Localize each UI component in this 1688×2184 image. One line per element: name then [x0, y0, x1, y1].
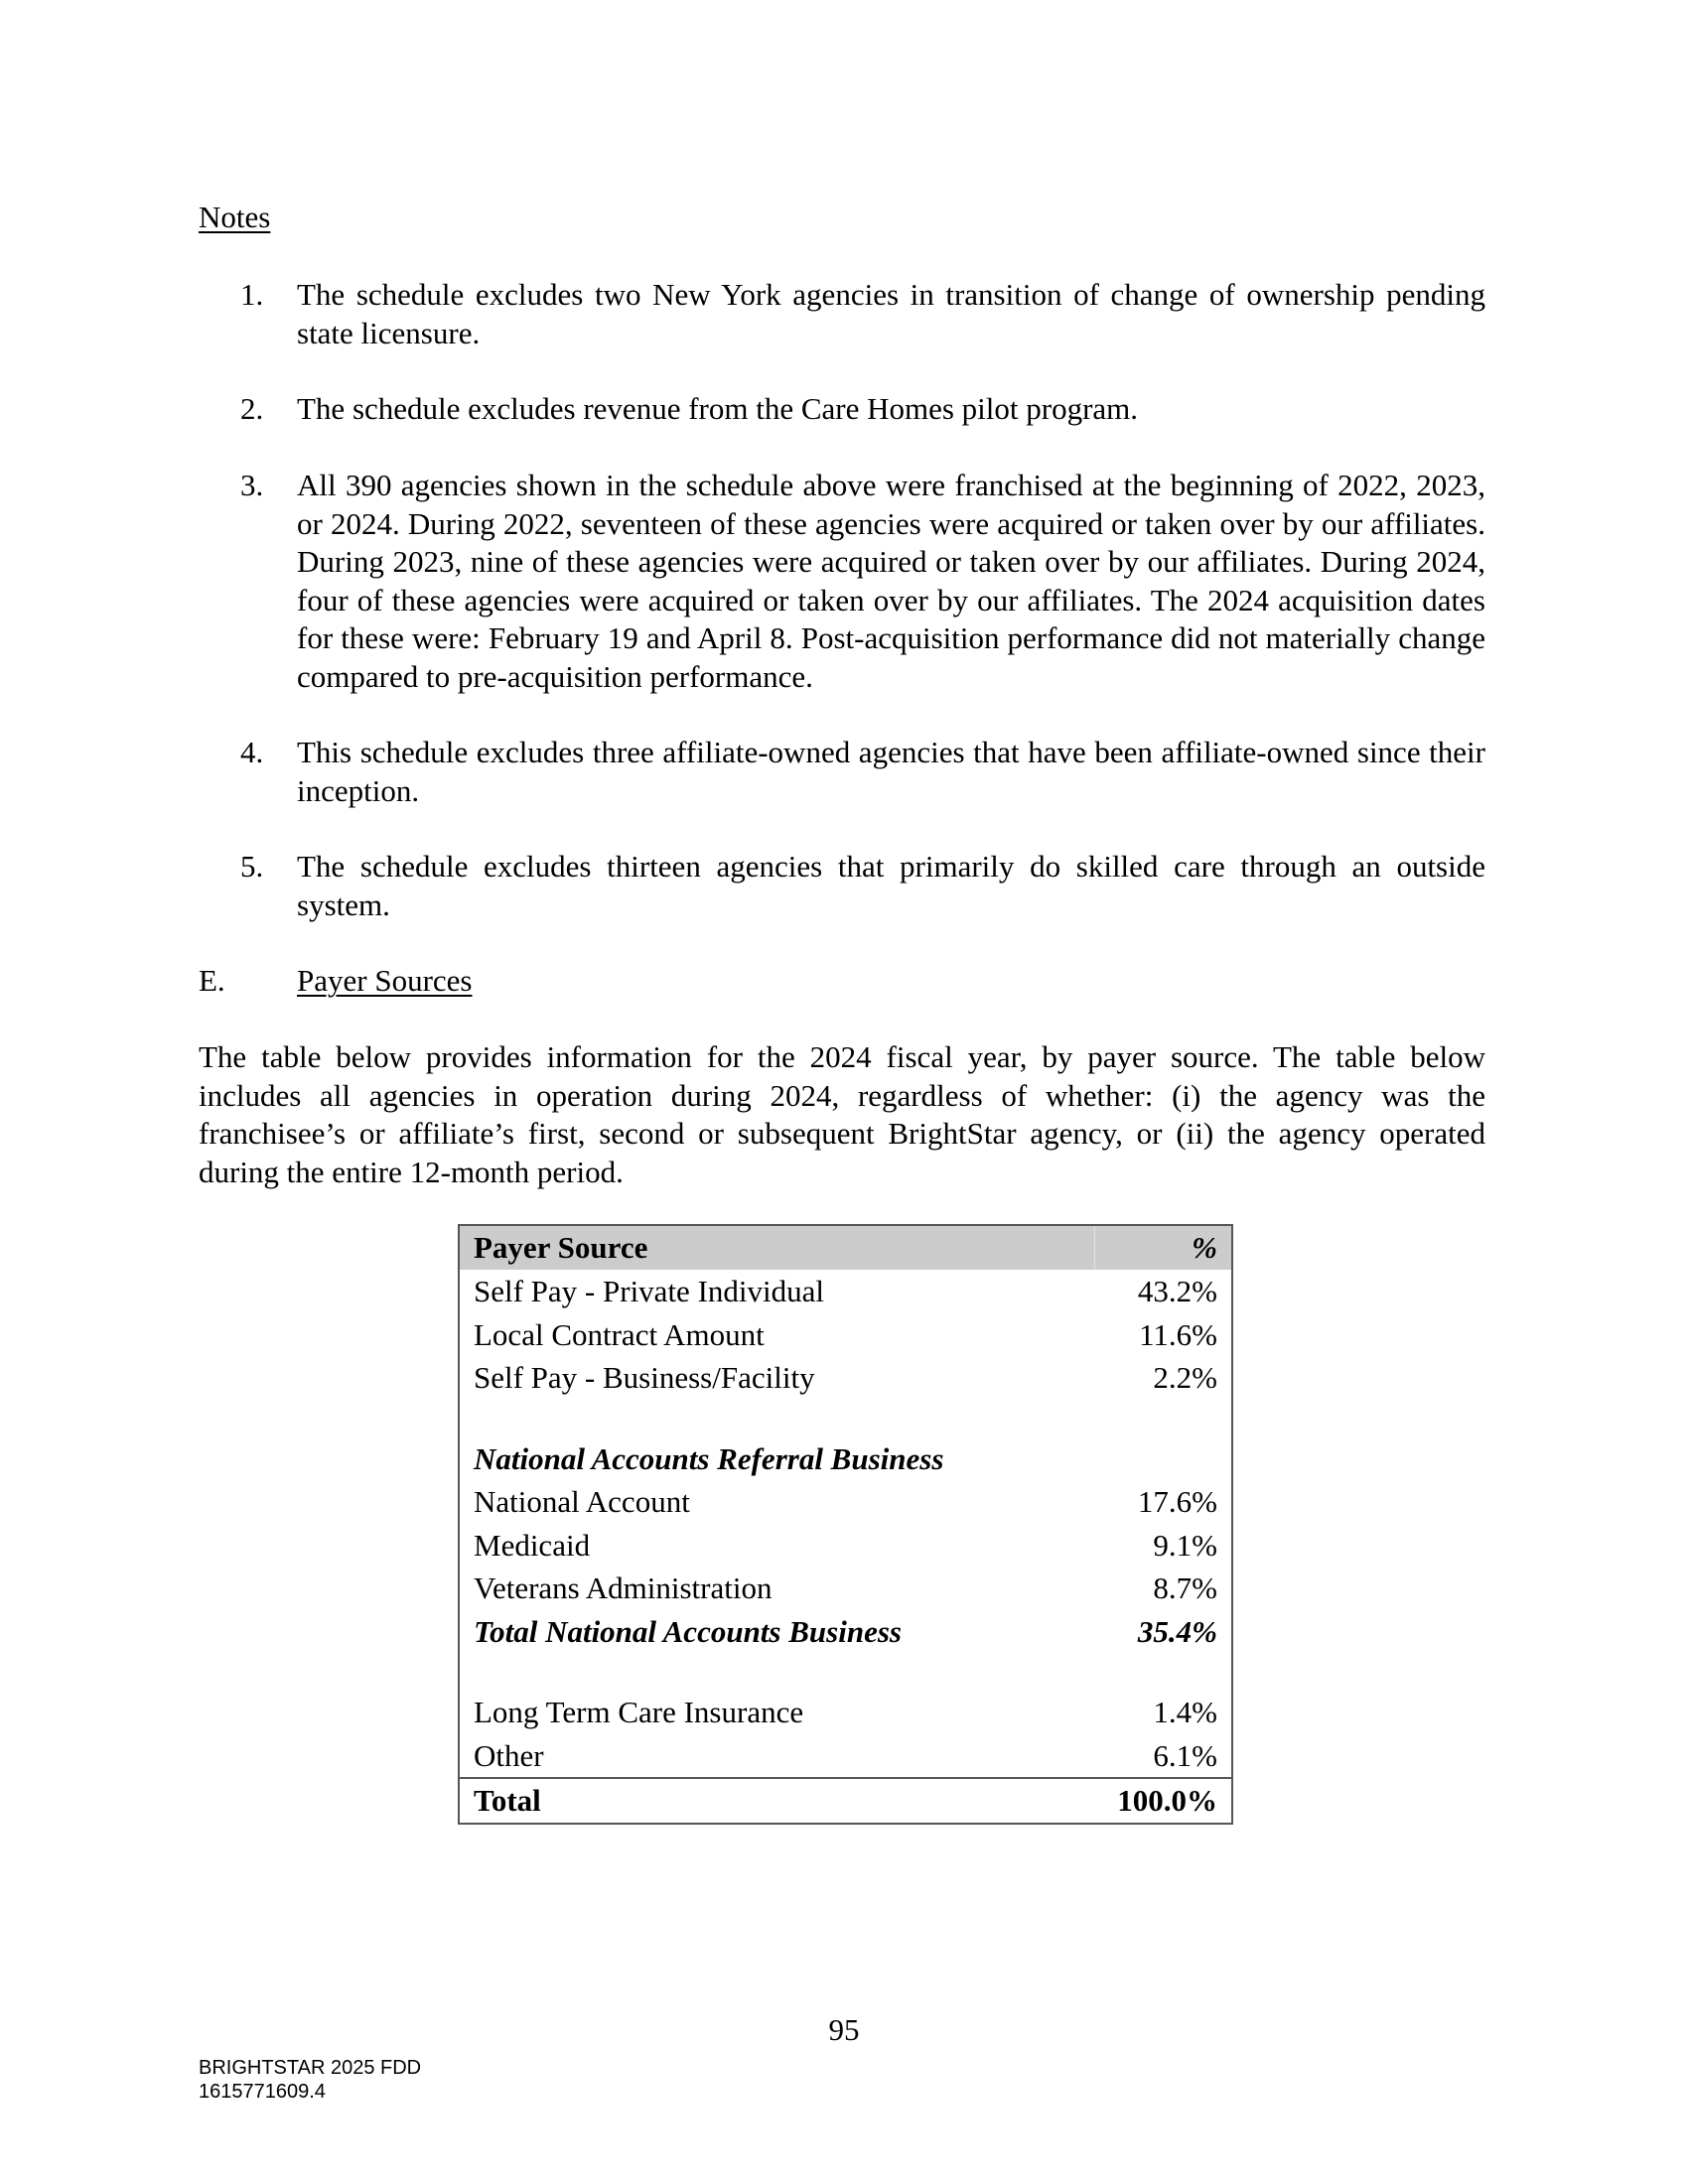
notes-heading: Notes [199, 200, 271, 234]
spacer-row [459, 1400, 1232, 1437]
row-label: National Account [474, 1484, 690, 1519]
table-header-row [459, 1225, 1232, 1270]
subsection-header-row [459, 1437, 1232, 1481]
row-label: Other [474, 1737, 544, 1773]
row-label: Self Pay - Private Individual [474, 1274, 824, 1308]
row-label: Long Term Care Insurance [474, 1695, 804, 1729]
row-label: Veterans Administration [474, 1570, 773, 1605]
note-text: All 390 agencies shown in the schedule above were franchised at the beginning of 2022, 2023, or 2024. During 2022, seventeen of these agencies were acquired or taken over by our affiliates. During 2023, nine of these agencies were acquired or taken over by our affiliates. During 2024, four of these agencies were acquired or taken over by our affiliates. The 2024 acquisition dates for these were: February 19 and April 8. Post-acquisition performance did not materially change compared to pre-acquisition performance. [297, 468, 1485, 694]
row-value: 17.6% [1137, 1484, 1217, 1519]
table-row [459, 1567, 1232, 1610]
row-value [1094, 1400, 1232, 1437]
table-row [459, 1691, 1232, 1734]
row-label: Medicaid [474, 1527, 591, 1563]
section-letter: E. [199, 963, 225, 998]
total-value: 100.0% [1094, 1778, 1232, 1824]
footer-doc-id: 1615771609.4 [199, 2081, 326, 2103]
note-text: The schedule excludes two New York agencies in transition of change of ownership pending state licensure. [297, 277, 1485, 350]
note-text: The schedule excludes revenue from the Care Homes pilot program. [297, 391, 1139, 426]
row-value: 1.4% [1153, 1695, 1217, 1729]
table-row [459, 1313, 1232, 1357]
row-value: 2.2% [1153, 1360, 1217, 1395]
note-text: This schedule excludes three affiliate-owned agencies that have been affiliate-owned since their inception. [297, 735, 1485, 808]
spacer-row [459, 1653, 1232, 1691]
total-row [459, 1778, 1232, 1824]
payer-source-table [458, 1224, 1233, 1825]
table-row [459, 1480, 1232, 1524]
note-item [240, 390, 1485, 429]
column-header-payer-source: Payer Source [459, 1225, 1094, 1270]
row-value: 6.1% [1153, 1737, 1217, 1773]
row-label [459, 1400, 1094, 1437]
row-value: 9.1% [1153, 1527, 1217, 1563]
note-number: 5. [240, 849, 264, 884]
row-label: Local Contract Amount [474, 1316, 765, 1352]
section-intro: The table below provides information for the 2024 fiscal year, by payer source. The table below includes all agencies in operation during 2024, regardless of whether: (i) the agency was the franchisee’s or affiliate’s first, second or subsequent BrightStar agency, or (ii) the agency operated during the entire 12-month period. [199, 1039, 1485, 1189]
note-number: 1. [240, 277, 264, 312]
note-text: The schedule excludes thirteen agencies that primarily do skilled care through an outside system. [297, 849, 1485, 922]
row-value: 43.2% [1137, 1274, 1217, 1308]
document-footer [199, 2056, 421, 2104]
row-value: 11.6% [1139, 1316, 1217, 1352]
note-number: 4. [240, 735, 264, 769]
row-label [459, 1653, 1094, 1691]
note-number: 2. [240, 391, 264, 426]
note-item [240, 848, 1485, 924]
section-title: Payer Sources [297, 963, 473, 998]
note-item [240, 276, 1485, 352]
row-value [1094, 1437, 1232, 1481]
table-row [459, 1356, 1232, 1400]
subsection-label: National Accounts Referral Business [474, 1440, 944, 1476]
table-row [459, 1270, 1232, 1313]
row-value [1094, 1653, 1232, 1691]
row-value: 8.7% [1153, 1570, 1217, 1605]
row-label: Self Pay - Business/Facility [474, 1360, 815, 1395]
total-label: Total [459, 1778, 1094, 1824]
column-header-percent: % [1094, 1225, 1232, 1270]
subtotal-row [459, 1610, 1232, 1654]
subtotal-value: 35.4% [1137, 1613, 1217, 1649]
page-number: 95 [828, 2012, 860, 2047]
footer-doc-title: BRIGHTSTAR 2025 FDD [199, 2057, 422, 2079]
table-row [459, 1734, 1232, 1779]
note-number: 3. [240, 468, 264, 502]
note-item [240, 734, 1485, 810]
subtotal-label: Total National Accounts Business [474, 1613, 902, 1649]
table-row [459, 1524, 1232, 1568]
note-item [240, 467, 1485, 696]
